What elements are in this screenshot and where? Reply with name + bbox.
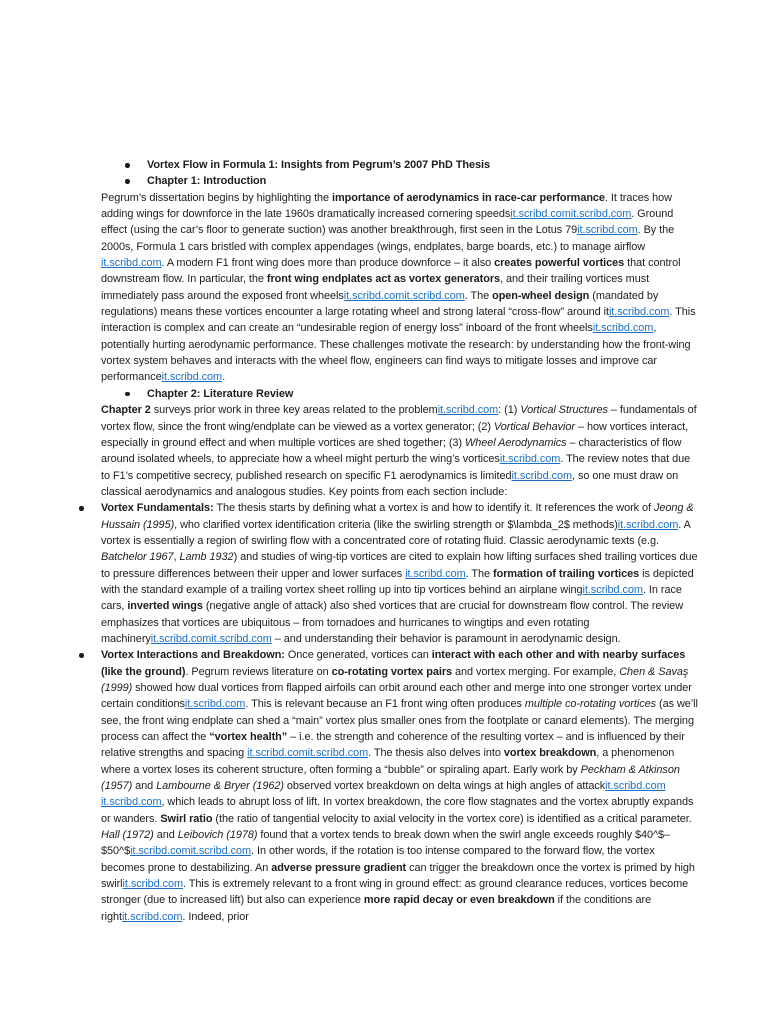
key-point-vortex-fundamentals bbox=[101, 500, 701, 647]
key-point-vortex-interactions bbox=[101, 647, 701, 925]
source-link[interactable]: it.scribd.comit.scribd.com bbox=[150, 632, 272, 645]
bold-text: more rapid decay or even breakdown bbox=[363, 894, 555, 907]
text-run: . By the 2000s, Formula 1 cars bristled with complex appendages (wings, endplates, barge boards, etc.) to manage airflow bbox=[101, 224, 675, 253]
source-link[interactable]: it.scribd.com bbox=[161, 371, 223, 384]
source-link[interactable]: it.scribd.com bbox=[437, 404, 499, 417]
italic-text: Batchelor 1967 bbox=[101, 551, 174, 564]
text-run: Once generated, vortices can bbox=[284, 649, 432, 662]
key-points-list bbox=[101, 500, 701, 925]
text-run: , so one must draw on classical aerodynamics and analogous studies. Key points from each section include: bbox=[101, 469, 679, 498]
chapter1-paragraph bbox=[101, 190, 701, 386]
title-bullet bbox=[101, 157, 701, 173]
italic-text: Wheel Aerodynamics bbox=[464, 436, 567, 449]
source-link[interactable]: it.scribd.comit.scribd.com bbox=[247, 747, 369, 760]
bold-text: front wing endplates act as vortex generators bbox=[266, 273, 501, 286]
text-run: . This is extremely relevant to a front wing in ground effect: as ground clearance reduces, vortices become stronger (due to increased lift) but also can experience bbox=[101, 878, 689, 907]
text-run: – i.e. the strength and coherence of the resulting vortex – and is influenced by their relative strengths and spacing bbox=[101, 731, 685, 760]
text-run: – fundamentals of vortex flow, since the front wing/endplate can be viewed as a vortex generator; (2) bbox=[101, 404, 697, 433]
italic-text: Hall (1972) bbox=[101, 829, 154, 842]
italic-text: Jeong & Hussain (1995) bbox=[101, 502, 694, 531]
text-run: . In other words, if the rotation is too intense compared to the forward flow, the vortex becomes prone to destabilizing. An bbox=[101, 845, 655, 874]
source-link[interactable]: it.scribd.com bbox=[577, 224, 638, 237]
text-run: : (1) bbox=[498, 404, 521, 417]
italic-text: Vortical Structures bbox=[520, 404, 608, 417]
source-link[interactable]: it.scribd.comit.scribd.com bbox=[343, 289, 465, 302]
italic-text: Vortical Behavior bbox=[493, 420, 575, 433]
bold-text: Chapter 2 bbox=[101, 404, 151, 417]
bold-text: importance of aerodynamics in race-car performance bbox=[332, 191, 605, 204]
source-link[interactable]: it.scribd.com bbox=[617, 518, 679, 531]
italic-text: Peckham & Atkinson (1957) bbox=[101, 763, 680, 793]
outline-list bbox=[101, 157, 701, 190]
text-run: . Ground effect (using the car’s floor to generate suction) was another breakthrough, first seen in the Lotus 79 bbox=[101, 208, 674, 237]
bold-text: formation of trailing vortices bbox=[493, 567, 640, 580]
chapter2-list bbox=[101, 386, 701, 402]
bold-text: Swirl ratio bbox=[160, 812, 213, 825]
text-run: and vortex merging. For example, bbox=[452, 665, 620, 678]
bold-text: Vortex Interactions and Breakdown: bbox=[101, 649, 285, 662]
text-run: . The review notes that due to F1’s competitive secrecy, published research on specific F1 aerodynamics is limited bbox=[101, 453, 691, 482]
text-run: if the conditions are right bbox=[101, 894, 652, 923]
text-run: observed vortex breakdown on delta wings at high angles of attack bbox=[283, 780, 606, 793]
text-run: ) and studies of wing-tip vortices are cited to explain how lifting surfaces shed trailing vortices due to pressure differences between their upper and lower surfaces bbox=[101, 551, 698, 580]
source-link[interactable]: it.scribd.com bbox=[608, 306, 670, 319]
source-link[interactable]: it.scribd.com bbox=[511, 469, 573, 482]
text-run: , bbox=[173, 551, 180, 564]
text-run: showed how dual vortices from flapped airfoils can orbit around each other and merge into one stronger vortex under certain conditions bbox=[101, 682, 692, 711]
chapter2-bullet bbox=[101, 386, 701, 402]
source-link[interactable]: it.scribd.com bbox=[121, 910, 183, 923]
text-run: (the ratio of tangential velocity to axial velocity in the vortex core) is identified as a critical parameter. bbox=[212, 812, 692, 825]
chapter1-heading: Chapter 1: Introduction bbox=[147, 175, 267, 188]
text-run: and bbox=[132, 780, 157, 793]
text-run: , potentially hurting aerodynamic performance. These challenges motivate the research: by understanding how the front-wing vortex system behaves and interacts with the wheel flow, engineers can find ways to mitigate losses and improve car performance bbox=[101, 322, 691, 384]
text-run: , who clarified vortex identification criteria (like the swirling strength or $\lambda_2$ methods) bbox=[174, 518, 618, 531]
text-run: – characteristics of flow around isolated wheels, to appreciate how a wheel might perturb the wing’s vortices bbox=[101, 436, 682, 466]
bold-text: vortex breakdown bbox=[503, 747, 597, 760]
source-link[interactable]: it.scribd.com bbox=[499, 453, 561, 466]
bold-text: creates powerful vortices bbox=[494, 257, 625, 270]
text-run: The thesis starts by defining what a vortex is and how to identify it. It references the work of bbox=[213, 502, 655, 515]
text-run: can trigger the breakdown once the vortex is primed by high swirl bbox=[101, 861, 695, 891]
bold-text: Vortex Fundamentals: bbox=[101, 502, 214, 515]
text-run: and bbox=[153, 829, 178, 842]
source-link[interactable]: it.scribd.com it.scribd.com bbox=[101, 780, 666, 809]
bold-text: open-wheel design bbox=[492, 289, 590, 302]
source-link[interactable]: it.scribd.com bbox=[405, 567, 466, 580]
chapter1-bullet bbox=[101, 173, 701, 189]
source-link[interactable]: it.scribd.com bbox=[101, 257, 162, 270]
italic-text: Lamb 1932 bbox=[179, 551, 234, 564]
text-run: . The thesis also delves into bbox=[368, 747, 504, 760]
text-run: (as we’ll see, the front wing endplate can shed a “main” vortex plus smaller ones from the footplate or canard elements). The merging process can affect the bbox=[101, 698, 698, 744]
text-run: found that a vortex tends to break down when the swirl angle exceeds roughly $40^$–$50^$ bbox=[101, 829, 671, 858]
text-run: , a phenomenon where a vortex loses its coherent structure, often forming a “bubble” or spiraling apart. Early work by bbox=[101, 747, 675, 776]
italic-text: Leibovich (1978) bbox=[177, 829, 258, 842]
source-link[interactable]: it.scribd.comit.scribd.com bbox=[130, 845, 252, 858]
text-run: . This is relevant because an F1 front wing often produces bbox=[245, 698, 525, 711]
source-link[interactable]: it.scribd.com bbox=[122, 878, 184, 891]
text-run: Pegrum’s dissertation begins by highlighting the bbox=[101, 191, 333, 204]
italic-text: Chen & Savaş (1999) bbox=[101, 665, 689, 694]
text-run: that control downstream flow. In particular, the bbox=[101, 257, 681, 286]
bold-text: “vortex health” bbox=[209, 731, 288, 744]
text-run: , and their trailing vortices must immediately pass around the exposed front wheels bbox=[101, 273, 650, 302]
text-run: surveys prior work in three key areas related to the problem bbox=[150, 404, 438, 417]
text-run: . A vortex is essentially a region of swirling flow with a concentrated core of rotating fluid. Classic aerodynamic texts (e.g. bbox=[101, 518, 691, 547]
document-title: Vortex Flow in Formula 1: Insights from Pegrum’s 2007 PhD Thesis bbox=[147, 159, 490, 171]
text-run: . This interaction is complex and can create an “undesirable region of energy loss” inboard of the front wheels bbox=[101, 306, 696, 335]
bold-text: adverse pressure gradient bbox=[271, 861, 407, 874]
text-run: , which leads to abrupt loss of lift. In vortex breakdown, the core flow stagnates and the vortex abruptly expands or wanders. bbox=[101, 796, 694, 825]
chapter2-heading: Chapter 2: Literature Review bbox=[147, 387, 294, 400]
text-run: . The bbox=[465, 567, 494, 580]
source-link[interactable]: it.scribd.com bbox=[592, 322, 654, 335]
text-run: . bbox=[222, 371, 226, 384]
text-run: – how vortices interact, especially in ground effect and when multiple vortices are shed together; (3) bbox=[101, 420, 689, 449]
text-run: . In race cars, bbox=[101, 583, 682, 613]
bold-text: co-rotating vortex pairs bbox=[331, 665, 453, 678]
text-run: – and understanding their behavior is paramount in aerodynamic design. bbox=[271, 632, 621, 645]
source-link[interactable]: it.scribd.com bbox=[184, 698, 246, 711]
text-run: . Indeed, prior bbox=[182, 910, 249, 923]
text-run: . A modern F1 front wing does more than produce downforce – it also bbox=[161, 257, 495, 270]
text-run: . The bbox=[464, 289, 493, 302]
bold-text: inverted wings bbox=[127, 600, 203, 613]
text-run: (negative angle of attack) also shed vortices that are crucial for downstream flow control. The review emphasizes that vortices are ubiquitous – from tornadoes and hurricanes to wingtips and even rotating machinery bbox=[101, 600, 684, 645]
source-link[interactable]: it.scribd.comit.scribd.com bbox=[510, 208, 632, 221]
chapter2-paragraph bbox=[101, 402, 701, 500]
text-run: . It traces how adding wings for downforce in the late 1960s dramatically increased cornering speeds bbox=[101, 191, 672, 221]
text-run: (mandated by regulations) means these vortices encounter a large rotating wheel and strong lateral “cross-flow” around it bbox=[101, 289, 659, 319]
text-run: . Pegrum reviews literature on bbox=[185, 665, 332, 678]
bold-text: interact with each other and with nearby surfaces (like the ground) bbox=[101, 649, 686, 678]
italic-text: multiple co-rotating vortices bbox=[524, 698, 657, 711]
text-run: is depicted with the standard example of a trailing vortex sheet rolling up into tip vortices behind an airplane wing bbox=[101, 567, 694, 596]
italic-text: Lambourne & Bryer (1962) bbox=[156, 780, 284, 793]
source-link[interactable]: it.scribd.com bbox=[582, 583, 643, 596]
